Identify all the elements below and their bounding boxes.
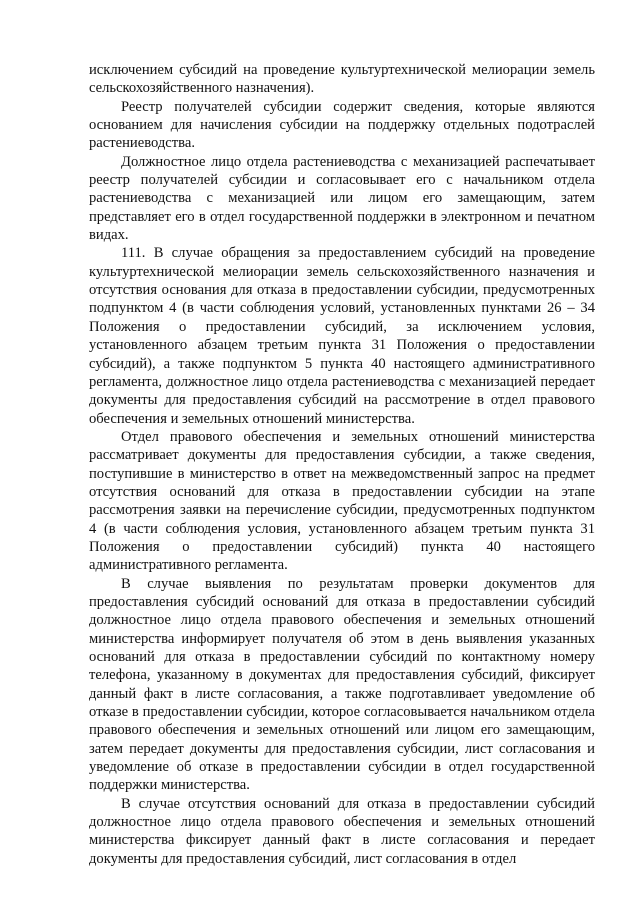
paragraph-official-prints-registry: Должностное лицо отдела растениеводства с механизацией распечатывает реестр получателей субсидии и согласовывает его с начальником отдела растениеводства с механизацией или лицом его замещающим, затем представляет его в отдел государственной поддержки в электронном и печатном видах. — [89, 153, 595, 244]
document-page — [89, 61, 595, 868]
paragraph-item-111: 111. В случае обращения за предоставлением субсидий на проведение культуртехнической мелиорации земель сельскохозяйственного назначения и отсутствия основания для отказа в предоставлении субсидии, предусмотренных подпунктом 4 (в части соблюдения условий, установленных пунктами 26 – 34 Положения о предоставлении субсидий, за исключением условия, установленного абзацем третьим пункта 31 Положения о предоставлении субсидий), а также подпунктом 5 пункта 40 настоящего административного регламента, должностное лицо отдела растениеводства с механизацией передает документы для предоставления субсидий на рассмотрение в отдел правового обеспечения и земельных отношений министерства. — [89, 245, 595, 427]
paragraph-refusal-grounds: В случае выявления по результатам проверки документов для предоставления субсидий оснований для отказа в предоставлении субсидий должностное лицо отдела правового обеспечения и земельных отношений министерства информирует получателя об этом в день выявления указанных оснований для отказа в предоставлении субсидий по контактному номеру телефона, указанному в документах для предоставления субсидий, фиксирует данный факт в листе согласования, а также подготавливает уведомление об отказе в предоставлении субсидии, которое согласовывается начальником отдела правового обеспечения и земельных отношений или лицом его замещающим, затем передает документы для предоставления субсидии, лист согласования и уведомление об отказе в предоставлении субсидии в отдел государственной поддержки министерства. — [89, 575, 595, 794]
paragraph-continuation: исключением субсидий на проведение культуртехнической мелиорации земель сельскохозяйственного назначения). — [89, 62, 595, 97]
paragraph-no-refusal-grounds: В случае отсутствия оснований для отказа в предоставлении субсидий должностное лицо отдела правового обеспечения и земельных отношений министерства фиксирует данный факт в листе согласования и передает документы для предоставления субсидий, лист согласования в отдел — [89, 795, 595, 867]
paragraph-legal-department-review: Отдел правового обеспечения и земельных отношений министерства рассматривает документы для предоставления субсидии, а также сведения, поступившие в министерство в ответ на межведомственный запрос на предмет отсутствия оснований для отказа в предоставлении субсидии на этапе рассмотрения заявки на перечисление субсидии, предусмотренных подпунктом 4 (в части соблюдения условия, установленного абзацем третьим пункта 31 Положения о предоставлении субсидий) пункта 40 настоящего административного регламента. — [89, 428, 595, 574]
paragraph-registry-info: Реестр получателей субсидии содержит сведения, которые являются основанием для начисления субсидии на поддержку отдельных подотраслей растениеводства. — [89, 98, 595, 152]
